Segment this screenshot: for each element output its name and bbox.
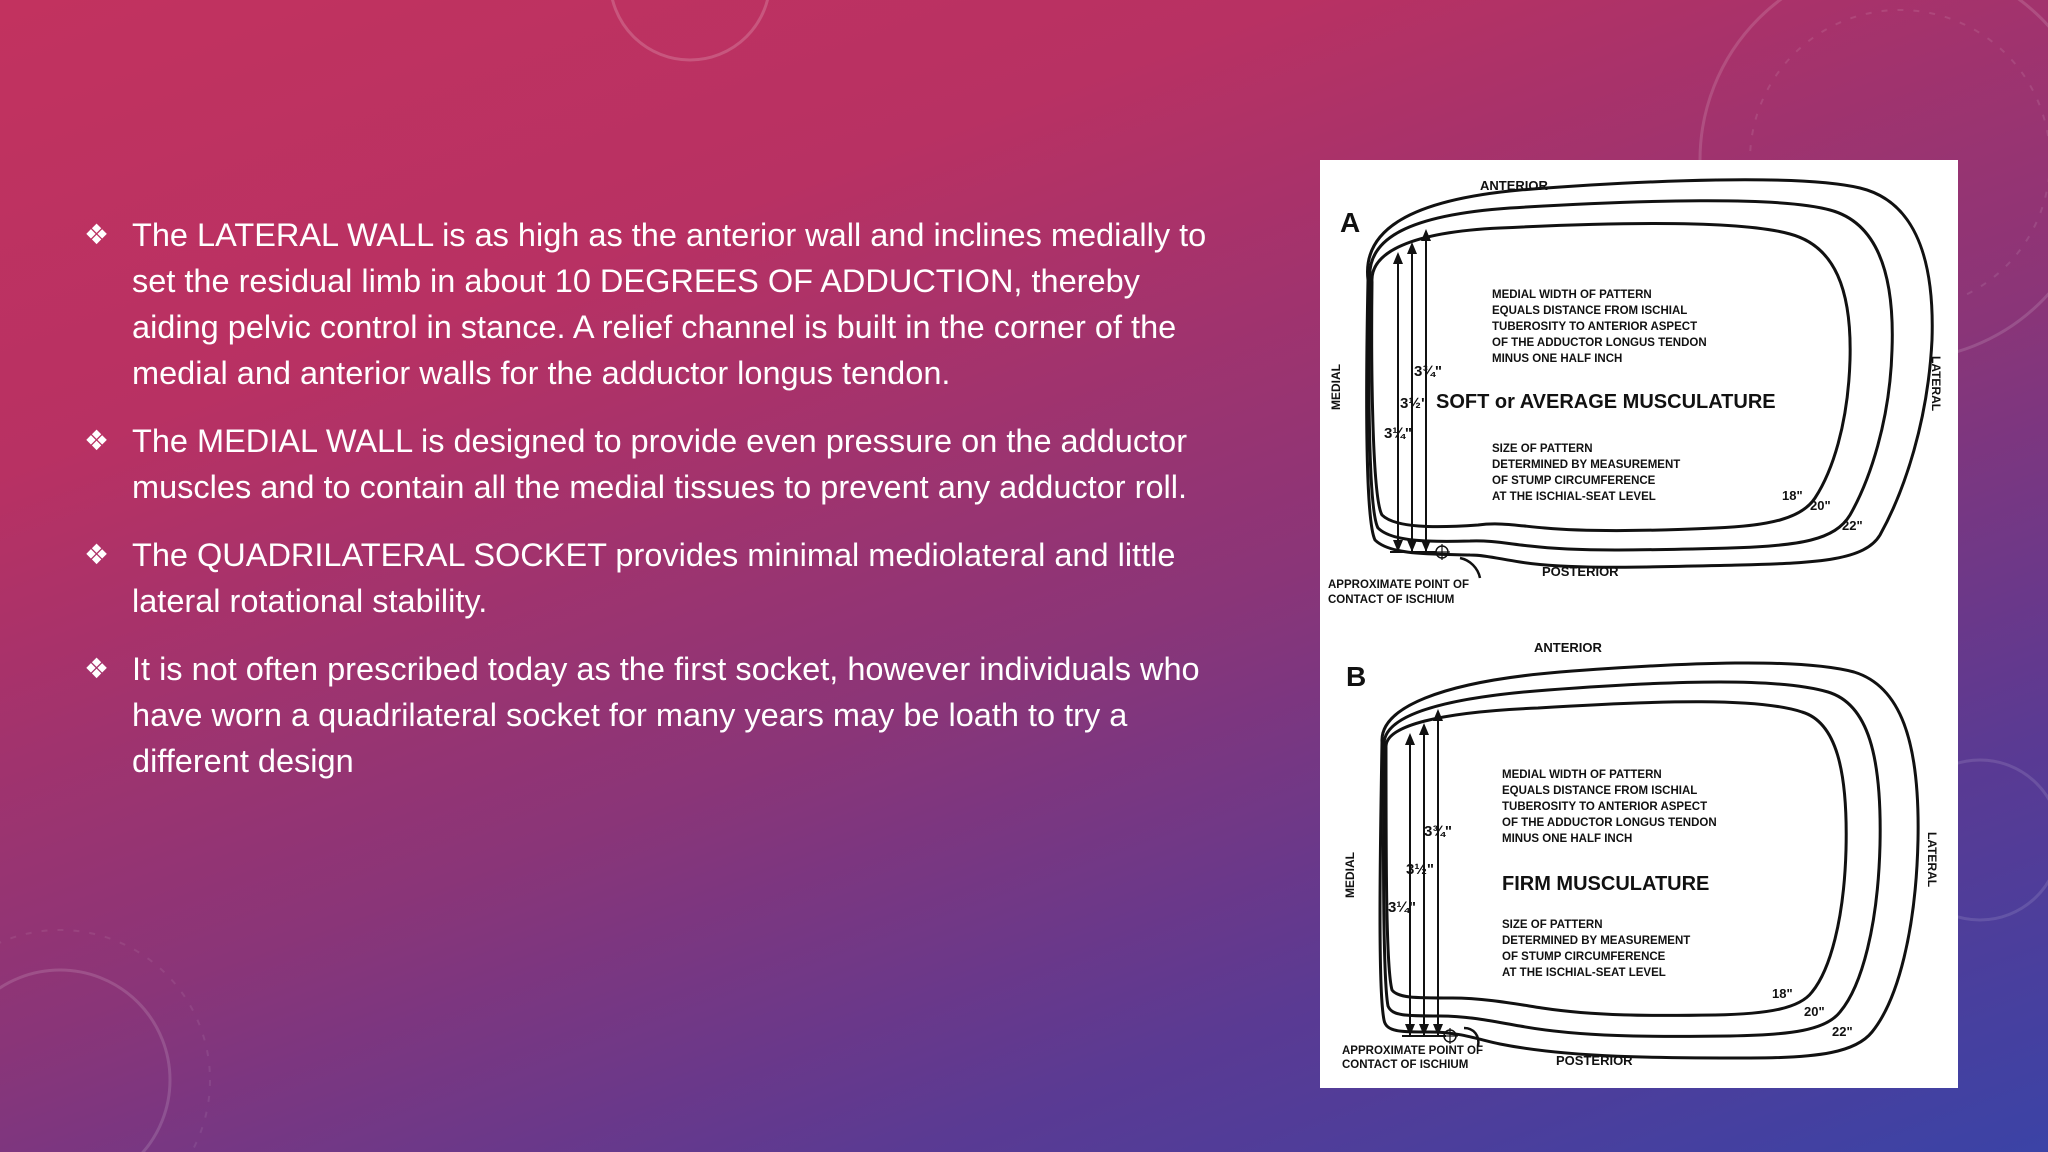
panel-a-dim-1: 3¾" (1414, 363, 1442, 380)
panel-b-letter: B (1346, 661, 1367, 692)
panel-a (1328, 178, 1943, 606)
panel-a-dim-2: 3½" (1400, 395, 1428, 412)
panel-b-size-note: SIZE OF PATTERN DETERMINED BY MEASUREMENT OF STUMP CIRCUMFERENCE AT THE ISCHIAL-SEAT LEVEL (1502, 919, 1691, 979)
bullet-item (84, 646, 1234, 784)
panel-b-dim-3: 3¼" (1388, 899, 1416, 916)
bullet-diamond-icon: ❖ (84, 425, 110, 456)
panel-b-anterior: ANTERIOR (1534, 640, 1602, 655)
bullet-diamond-icon: ❖ (84, 653, 110, 684)
panel-b-posterior: POSTERIOR (1556, 1053, 1633, 1068)
panel-a-size-22: 22" (1842, 518, 1863, 533)
panel-a-title: SOFT or AVERAGE MUSCULATURE (1436, 391, 1776, 413)
panel-b-size-22: 22" (1832, 1024, 1853, 1039)
panel-b-size-20: 20" (1804, 1004, 1825, 1019)
panel-b-title: FIRM MUSCULATURE (1502, 873, 1710, 895)
bullet-text: The LATERAL WALL is as high as the anterior wall and inclines medially to set the residual limb in about 10 DEGREES OF ADDUCTION, thereby aiding pelvic control in stance. A relief channel is built in the corner of the medial and anterior walls for the adductor longus tendon. (132, 217, 1207, 391)
panel-a-ischium-note: APPROXIMATE POINT OF CONTACT OF ISCHIUM (1328, 579, 1469, 606)
panel-a-dim-3: 3¼" (1384, 425, 1412, 442)
panel-a-size-note: SIZE OF PATTERN DETERMINED BY MEASUREMENT OF STUMP CIRCUMFERENCE AT THE ISCHIAL-SEAT LEVEL (1492, 443, 1681, 503)
socket-pattern-diagram (1320, 160, 1958, 1088)
panel-a-size-18: 18" (1782, 488, 1803, 503)
panel-b-ischium-note: APPROXIMATE POINT OF CONTACT OF ISCHIUM (1342, 1045, 1483, 1071)
panel-a-width-note: MEDIAL WIDTH OF PATTERN EQUALS DISTANCE FROM ISCHIAL TUBEROSITY TO ANTERIOR ASPECT OF THE ADDUCTOR LONGUS TENDON MINUS ONE HALF INCH (1492, 289, 1707, 365)
bullet-text: The QUADRILATERAL SOCKET provides minimal mediolateral and little lateral rotational stability. (132, 537, 1176, 619)
panel-b-dim-2: 3½" (1406, 861, 1434, 878)
bullet-item (84, 212, 1234, 396)
bullet-item (84, 532, 1234, 624)
bullet-item (84, 418, 1234, 510)
panel-b-dim-1: 3¾" (1424, 823, 1452, 840)
panel-b-lateral: LATERAL (1925, 832, 1939, 888)
bullet-diamond-icon: ❖ (84, 219, 110, 250)
panel-a-lateral: LATERAL (1929, 356, 1943, 412)
panel-b (1342, 640, 1939, 1071)
panel-a-posterior: POSTERIOR (1542, 564, 1619, 579)
bullet-diamond-icon: ❖ (84, 539, 110, 570)
panel-a-anterior: ANTERIOR (1480, 178, 1548, 193)
socket-pattern-figure (1320, 160, 1958, 1088)
panel-a-size-20: 20" (1810, 498, 1831, 513)
bullet-text: It is not often prescribed today as the first socket, however individuals who have worn a quadrilateral socket for many years may be loath to try a different design (132, 651, 1200, 779)
bullet-list (84, 212, 1234, 806)
panel-b-medial: MEDIAL (1343, 852, 1357, 898)
panel-a-medial: MEDIAL (1329, 364, 1343, 410)
panel-b-width-note: MEDIAL WIDTH OF PATTERN EQUALS DISTANCE FROM ISCHIAL TUBEROSITY TO ANTERIOR ASPECT OF THE ADDUCTOR LONGUS TENDON MINUS ONE HALF INCH (1502, 769, 1717, 845)
bullet-text: The MEDIAL WALL is designed to provide even pressure on the adductor muscles and to contain all the medial tissues to prevent any adductor roll. (132, 423, 1188, 505)
panel-b-size-18: 18" (1772, 986, 1793, 1001)
panel-a-letter: A (1340, 207, 1361, 238)
